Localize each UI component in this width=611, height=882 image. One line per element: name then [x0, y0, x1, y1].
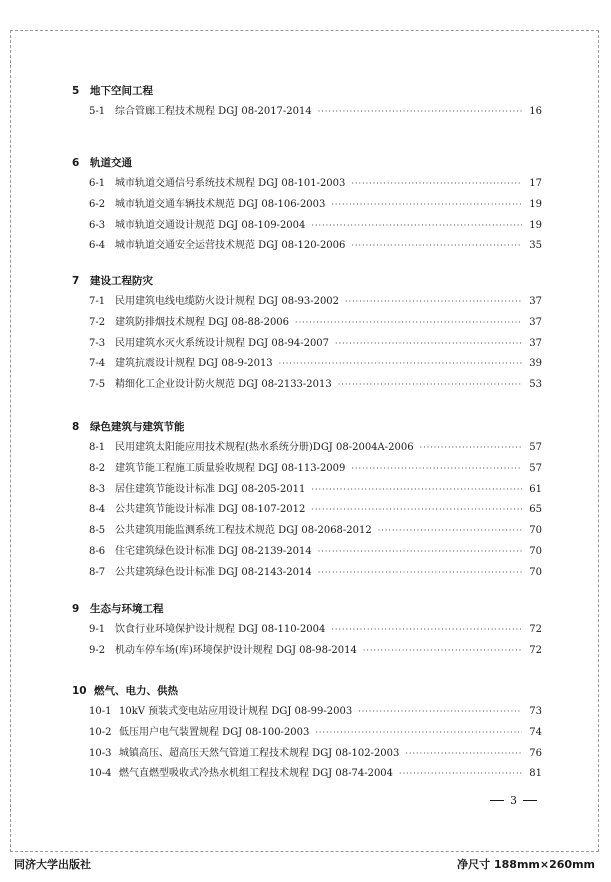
entry-page: 57	[529, 442, 542, 453]
toc-entry[interactable]	[72, 480, 542, 501]
entry-number: 7-4	[89, 358, 106, 370]
section-heading	[72, 598, 542, 620]
toc-entry[interactable]	[72, 764, 542, 785]
toc-section	[72, 80, 542, 123]
dot-leader	[311, 216, 522, 237]
entry-page: 57	[529, 462, 542, 474]
dash-right	[523, 800, 537, 801]
entry-page: 65	[529, 504, 542, 516]
toc-entry[interactable]	[72, 354, 542, 375]
section-title: 地下空间工程	[90, 85, 153, 97]
entry-number: 10-4	[89, 768, 112, 780]
entry-title: 城市轨道交通安全运营技术规范 DGJ 08-120-2006	[115, 240, 346, 252]
entry-number: 10-1	[89, 706, 112, 717]
entry-page: 73	[529, 706, 542, 717]
toc-section	[72, 680, 542, 785]
dash-left	[490, 800, 504, 801]
toc-entry[interactable]	[72, 563, 542, 584]
entry-title: 城市轨道交通设计规范 DGJ 08-109-2004	[115, 219, 306, 231]
dot-leader	[405, 744, 522, 765]
section-number: 6	[72, 157, 80, 169]
entry-page: 72	[529, 644, 542, 656]
dot-leader	[378, 521, 522, 542]
dot-leader	[279, 354, 522, 375]
dot-leader	[351, 236, 522, 257]
entry-number: 6-3	[89, 219, 106, 231]
entry-number: 8-1	[89, 442, 106, 453]
entry-title: 居住建筑节能设计标准 DGJ 08-205-2011	[115, 483, 306, 495]
dot-leader	[295, 313, 522, 334]
toc-section	[72, 416, 542, 584]
dot-leader	[318, 102, 522, 123]
dot-leader	[318, 563, 522, 584]
entry-page: 70	[529, 545, 542, 557]
dot-leader	[399, 764, 522, 785]
entry-page: 81	[529, 768, 542, 780]
dot-leader	[351, 174, 522, 195]
dot-leader	[311, 500, 522, 521]
dot-leader	[331, 195, 522, 216]
entry-page: 19	[529, 198, 542, 210]
entry-number: 8-6	[89, 545, 106, 557]
entry-page: 70	[529, 566, 542, 578]
entry-page: 35	[529, 240, 542, 252]
entry-page: 37	[529, 316, 542, 328]
entry-title: 公共建筑绿色设计标准 DGJ 08-2143-2014	[115, 566, 312, 578]
entry-number: 6-2	[89, 198, 106, 210]
dot-leader	[363, 641, 522, 662]
entry-number: 8-5	[89, 525, 106, 537]
publisher: 同济大学出版社	[14, 858, 91, 871]
dot-leader	[331, 620, 522, 641]
entry-title: 饮食行业环境保护设计规程 DGJ 08-110-2004	[115, 624, 326, 635]
entry-number: 8-2	[89, 462, 106, 474]
entry-page: 74	[529, 726, 542, 738]
entry-title: 城镇高压、超高压天然气管道工程技术规程 DGJ 08-102-2003	[119, 747, 400, 759]
toc-entry[interactable]	[72, 174, 542, 195]
toc-entry[interactable]	[72, 744, 542, 765]
section-heading	[72, 680, 542, 702]
entry-title: 建筑抗震设计规程 DGJ 08-9-2013	[115, 358, 273, 370]
entry-title: 低压用户电气装置规程 DGJ 08-100-2003	[119, 726, 310, 738]
toc-entry[interactable]	[72, 641, 542, 662]
toc-entry[interactable]	[72, 438, 542, 459]
entry-number: 6-1	[89, 178, 106, 189]
entry-number: 9-2	[89, 644, 106, 656]
entry-number: 6-4	[89, 240, 106, 252]
section-title: 生态与环境工程	[90, 603, 164, 615]
entry-page: 61	[529, 483, 542, 495]
entry-number: 8-4	[89, 504, 106, 516]
toc-entry[interactable]	[72, 620, 542, 641]
section-number: 5	[72, 85, 80, 97]
toc-entry[interactable]	[72, 334, 542, 355]
toc-entry[interactable]	[72, 195, 542, 216]
section-heading	[72, 270, 542, 292]
dot-leader	[335, 334, 522, 355]
dot-leader	[338, 375, 522, 396]
toc-entry[interactable]	[72, 723, 542, 744]
toc-section	[72, 270, 542, 396]
entry-title: 公共建筑用能监测系统工程技术规范 DGJ 08-2068-2012	[115, 525, 372, 537]
entry-title: 建筑防排烟技术规程 DGJ 08-88-2006	[115, 316, 290, 328]
entry-title: 民用建筑电线电缆防火设计规程 DGJ 08-93-2002	[115, 296, 340, 307]
entry-number: 7-1	[89, 296, 106, 307]
entry-title: 民用建筑太阳能应用技术规程(热水系统分册)DGJ 08-2004A-2006	[115, 442, 414, 453]
dot-leader	[358, 702, 522, 723]
entry-number: 8-3	[89, 483, 106, 495]
page-number	[484, 794, 543, 807]
section-title: 建设工程防灾	[90, 275, 153, 287]
entry-title: 10kV 预装式变电站应用设计规程 DGJ 08-99-2003	[119, 706, 353, 717]
toc-entry[interactable]	[72, 500, 542, 521]
toc-entry[interactable]	[72, 292, 542, 313]
entry-number: 9-1	[89, 624, 106, 635]
section-title: 绿色建筑与建筑节能	[90, 421, 185, 433]
entry-number: 8-7	[89, 566, 106, 578]
entry-title: 精细化工企业设计防火规范 DGJ 08-2133-2013	[115, 379, 332, 391]
section-heading	[72, 152, 542, 174]
entry-number: 10-2	[89, 726, 112, 738]
trim-size: 净尺寸 188mm×260mm	[457, 858, 595, 871]
entry-title: 建筑节能工程施工质量验收规程 DGJ 08-113-2009	[115, 462, 346, 474]
entry-title: 公共建筑节能设计标准 DGJ 08-107-2012	[115, 504, 306, 516]
entry-page: 39	[529, 358, 542, 370]
toc-entry[interactable]	[72, 459, 542, 480]
entry-number: 7-2	[89, 316, 106, 328]
toc-entry[interactable]	[72, 216, 542, 237]
entry-title: 综合管廊工程技术规程 DGJ 08-2017-2014	[115, 106, 312, 117]
entry-title: 燃气直燃型吸收式冷热水机组工程技术规程 DGJ 08-74-2004	[119, 768, 394, 780]
entry-title: 民用建筑水灭火系统设计规程 DGJ 08-94-2007	[115, 337, 330, 349]
section-number: 10	[72, 685, 87, 697]
entry-number: 7-3	[89, 337, 106, 349]
dot-leader	[318, 542, 522, 563]
entry-number: 7-5	[89, 379, 106, 391]
section-number: 9	[72, 603, 80, 615]
entry-page: 16	[529, 106, 542, 117]
dot-leader	[315, 723, 522, 744]
toc-entry[interactable]	[72, 102, 542, 123]
entry-page: 37	[529, 296, 542, 307]
entry-page: 72	[529, 624, 542, 635]
entry-title: 机动车停车场(库)环境保护设计规程 DGJ 08-98-2014	[115, 644, 357, 656]
toc-entry[interactable]	[72, 375, 542, 396]
dot-leader	[311, 480, 522, 501]
section-number: 8	[72, 421, 80, 433]
entry-page: 37	[529, 337, 542, 349]
section-title: 轨道交通	[90, 157, 132, 169]
entry-number: 5-1	[89, 106, 106, 117]
dot-leader	[345, 292, 522, 313]
section-heading	[72, 80, 542, 102]
entry-page: 53	[529, 379, 542, 391]
toc-entry[interactable]	[72, 313, 542, 334]
toc-entry[interactable]	[72, 236, 542, 257]
entry-title: 城市轨道交通车辆技术规范 DGJ 08-106-2003	[115, 198, 326, 210]
section-number: 7	[72, 275, 80, 287]
entry-page: 17	[529, 178, 542, 189]
toc-section	[72, 598, 542, 662]
entry-number: 10-3	[89, 747, 112, 759]
dot-leader	[420, 438, 522, 459]
toc-section	[72, 152, 542, 257]
page-number-value: 3	[510, 794, 517, 807]
entry-page: 70	[529, 525, 542, 537]
section-title: 燃气、电力、供热	[94, 685, 178, 697]
section-heading	[72, 416, 542, 438]
entry-title: 住宅建筑绿色设计标准 DGJ 08-2139-2014	[115, 545, 312, 557]
dot-leader	[351, 459, 522, 480]
entry-page: 19	[529, 219, 542, 231]
toc-entry[interactable]	[72, 702, 542, 723]
toc-entry[interactable]	[72, 542, 542, 563]
entry-page: 76	[529, 747, 542, 759]
entry-title: 城市轨道交通信号系统技术规程 DGJ 08-101-2003	[115, 178, 346, 189]
toc-entry[interactable]	[72, 521, 542, 542]
